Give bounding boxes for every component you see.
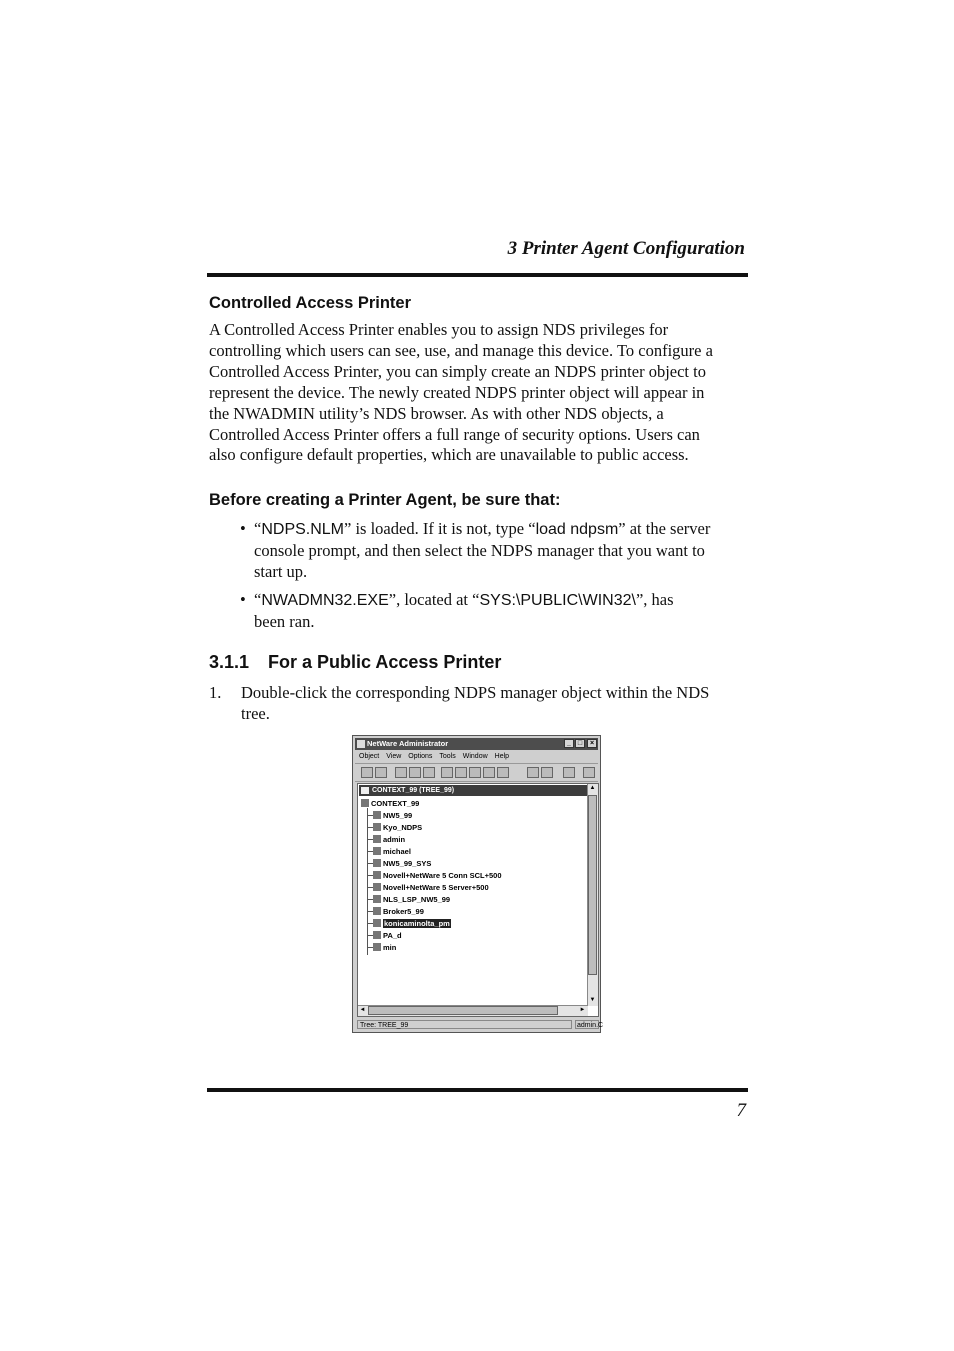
paragraph-line: also configure default properties, which are unavailable to public access. [209,445,689,465]
paragraph-line: Controlled Access Printer offers a full range of security options. Users can [209,424,700,444]
server-icon [373,811,381,819]
menu-view[interactable]: View [386,753,402,760]
license-icon [373,871,381,879]
tree-root[interactable] [361,798,419,809]
menu-help[interactable]: Help [494,753,510,760]
user-icon [373,835,381,843]
heading-controlled-access-printer: Controlled Access Printer [209,294,412,312]
menu-tools[interactable]: Tools [439,753,456,760]
step-text: tree. [241,703,270,723]
tree-item-label: konicaminolta_pm [384,919,450,928]
bullet-text: ” at the server [618,519,711,538]
tree-root-label: CONTEXT_99 [371,799,420,808]
connect-icon[interactable] [409,767,421,778]
bullet-text: console prompt, and then select the NDPS manager that you want to [254,540,705,560]
step-number: 1. [209,683,222,702]
tree-item-label: michael [383,847,411,856]
details-icon[interactable] [455,767,467,778]
toolbar [355,763,598,782]
close-button[interactable]: × [587,739,597,748]
page-number: 7 [736,1100,746,1121]
tree-item-label: min [383,943,397,952]
bullet-text: ”, located at “ [388,590,480,609]
tree-item-label: Novell+NetWare 5 Conn SCL+500 [383,871,502,880]
top-rule [207,273,748,277]
browser-header [359,785,587,796]
chapter-title: 3 Printer Agent Configuration [507,238,745,259]
scroll-left-icon[interactable]: ◄ [359,1007,366,1013]
tree-item-label: NLS_LSP_NW5_99 [383,895,451,904]
menu-options[interactable]: Options [408,753,433,760]
bullet-text: start up. [254,561,308,581]
status-tree: Tree: TREE_99 [357,1020,572,1029]
code-nwadmn32: NWADMN32.EXE [261,592,389,609]
window-title: NetWare Administrator [367,739,449,748]
tree-item-label: Kyo_NDPS [383,823,423,832]
tree-item[interactable] [373,810,412,821]
menu-object[interactable]: Object [359,753,380,760]
scroll-down-icon[interactable]: ▼ [589,997,596,1003]
tree-item[interactable] [373,834,405,845]
maximize-button[interactable]: □ [575,739,585,748]
help-icon[interactable] [583,767,595,778]
bullet-text: ”, has [635,590,674,609]
window-icon[interactable] [563,767,575,778]
tree-item-selected[interactable] [373,918,451,929]
tree-item[interactable] [373,906,424,917]
paragraph-line: represent the device. The newly created NDPS printer object will appear in [209,382,705,402]
nds-browser [357,783,599,1017]
tree-item-label: Broker5_99 [383,907,424,916]
search-icon[interactable] [469,767,481,778]
quote: “ [254,590,262,609]
netware-administrator-window [352,735,604,1033]
tree-item[interactable] [373,894,450,905]
tree-item[interactable] [373,882,489,893]
license-icon [373,883,381,891]
section-title: For a Public Access Printer [268,652,502,672]
code-sys-public-win32: SYS:\PUBLIC\WIN32\ [479,592,636,609]
tree-item[interactable] [373,822,422,833]
window-titlebar [355,738,598,750]
tree-item-label: admin [383,835,406,844]
paragraph-line: the NWADMIN utility’s NDS browser. As with other NDS objects, a [209,403,664,423]
disconnect-icon[interactable] [423,767,435,778]
tree-item-label: NW5_99_SYS [383,859,432,868]
lsp-icon [373,895,381,903]
browser-title: CONTEXT_99 (TREE_99) [372,787,455,794]
bullet-text: ” is loaded. If it is not, type “ [344,519,536,538]
print-icon[interactable] [375,767,387,778]
heading-3-1-1 [209,652,501,673]
paragraph-line: controlling which users can see, use, and manage this device. To configure a [209,340,713,360]
status-bar [355,1020,604,1030]
bullet-item-nwadmn32 [240,590,748,633]
broker-icon [373,907,381,915]
bullet-dot: • [240,590,246,609]
tree-item[interactable] [373,942,396,953]
user-icon [373,847,381,855]
app-icon [357,740,365,748]
status-user: admin.C [577,1022,604,1029]
step-text: Double-click the corresponding NDPS manager object within the NDS [241,683,710,702]
minimize-button[interactable]: _ [564,739,574,748]
tree-item[interactable] [373,870,502,881]
menu-bar [355,751,598,762]
volume-icon[interactable] [541,767,553,778]
browse-icon[interactable] [441,767,453,778]
ndps-manager-icon [373,823,381,831]
volume-icon [373,859,381,867]
vertical-scroll-thumb[interactable] [588,795,597,975]
record-icon[interactable] [395,767,407,778]
organization-icon [361,799,369,807]
bottom-rule [207,1088,748,1092]
user-icon [373,943,381,951]
bullet-dot: • [240,519,246,538]
tree-item[interactable] [373,930,402,941]
paragraph-line: A Controlled Access Printer enables you to assign NDS privileges for [209,320,669,339]
bullet-item-ndps-nlm [240,519,748,583]
vertical-scrollbar[interactable] [587,784,598,1006]
code-ndps-nlm: NDPS.NLM [261,521,345,538]
new-object-icon[interactable] [361,767,373,778]
horizontal-scrollbar[interactable] [358,1005,588,1016]
tree-item-label: PA_d [383,931,402,940]
scroll-up-icon[interactable]: ▲ [589,785,596,791]
filter-icon[interactable] [497,767,509,778]
tree-item[interactable] [373,858,431,869]
tree-item-label: NW5_99 [383,811,413,820]
heading-before-creating: Before creating a Printer Agent, be sure that: [209,491,561,509]
section-number: 3.1.1 [209,652,250,672]
tree-item[interactable] [373,846,411,857]
tree-item-label: Novell+NetWare 5 Server+500 [383,883,489,892]
step-1 [209,683,749,725]
code-load-ndpsm: load ndpsm [535,521,619,538]
bullet-text: been ran. [254,611,315,631]
context-icon [361,787,369,794]
quote: “ [254,519,262,538]
horizontal-scroll-thumb[interactable] [368,1006,558,1015]
network-icon[interactable] [527,767,539,778]
scroll-right-icon[interactable]: ► [579,1007,586,1013]
tree-line [367,808,368,955]
printer-agent-icon [373,931,381,939]
paragraph-controlled-access-printer [209,320,749,466]
menu-window[interactable]: Window [462,753,488,760]
rights-icon[interactable] [483,767,495,778]
paragraph-line: Controlled Access Printer, you can simply create an NDPS printer object to [209,361,706,381]
ndps-manager-icon [373,919,381,927]
